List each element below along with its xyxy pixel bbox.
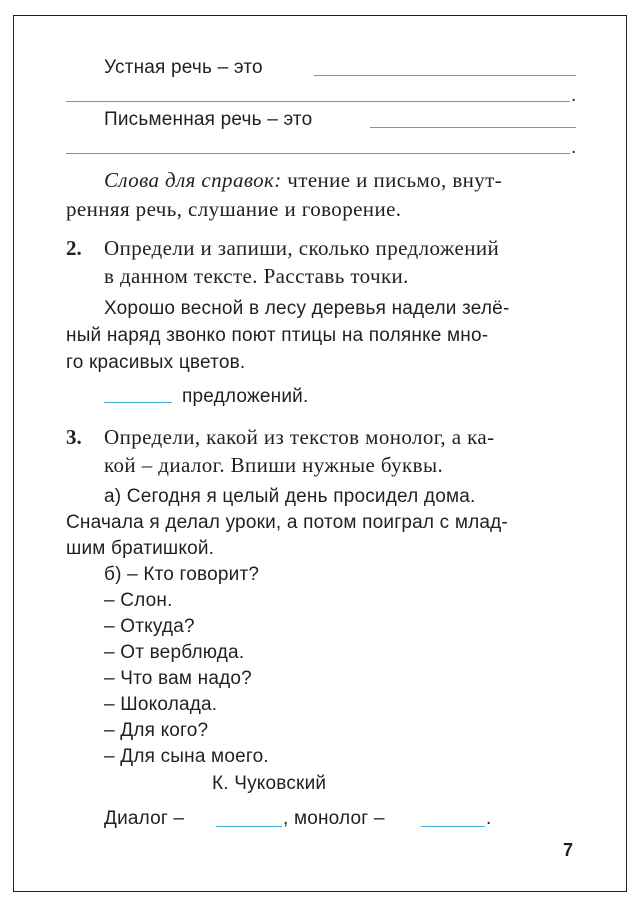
oral-speech-answer-line-1[interactable] <box>314 75 576 76</box>
task3-monolog-blank[interactable] <box>421 826 485 827</box>
written-speech-label: Письменная речь – это <box>104 109 313 130</box>
written-speech-row <box>104 108 312 132</box>
dialogue-line: – Для сына моего. <box>104 746 269 767</box>
written-speech-answer-line-1[interactable] <box>370 127 576 128</box>
written-speech-answer-line-2[interactable] <box>66 153 570 154</box>
task2-count-blank[interactable] <box>104 402 172 403</box>
dialogue-line: б) – Кто говорит? <box>104 564 260 585</box>
hint-text-1: чтение и письмо, внут- <box>281 168 503 192</box>
hint-line-2: ренняя речь, слушание и говорение. <box>66 197 402 221</box>
task2-prompt-2: в данном тексте. Расставь точки. <box>104 264 409 288</box>
dialogue-line: – Что вам надо? <box>104 668 252 689</box>
task2-answer-suffix: предложений. <box>182 386 309 407</box>
task3-text-a-3: шим братишкой. <box>66 538 215 559</box>
oral-speech-label: Устная речь – это <box>104 57 263 78</box>
task3-answer-period: . <box>486 808 492 829</box>
hint-line-1 <box>104 168 502 192</box>
dialogue-line: – Слон. <box>104 590 173 611</box>
dialogue-line: – Для кого? <box>104 720 209 741</box>
hint-label: Слова для справок: <box>104 168 282 192</box>
task2-text-3: го красивых цветов. <box>66 352 246 373</box>
task2-text-2: ный наряд звонко поют птицы на полянке мно- <box>66 325 489 346</box>
page-number: 7 <box>563 840 574 860</box>
task3-dialog-blank[interactable] <box>216 826 282 827</box>
task2-number: 2. <box>66 236 82 260</box>
task3-prompt-2: кой – диалог. Впиши нужные буквы. <box>104 453 444 477</box>
dialogue-line: – Шоколада. <box>104 694 218 715</box>
task3-answer-dialog-label: Диалог – <box>104 808 185 829</box>
task3-text-a-1: а) Сегодня я целый день просидел дома. <box>104 486 476 507</box>
dialogue-line: – Откуда? <box>104 616 195 637</box>
task3-answer-monolog-label: , монолог – <box>283 808 385 829</box>
oral-speech-period: . <box>571 85 577 106</box>
written-speech-period: . <box>571 137 577 158</box>
task2-text-1: Хорошо весной в лесу деревья надели зелё- <box>104 298 510 319</box>
task3-prompt-1: Определи, какой из текстов монолог, а ка- <box>104 425 495 449</box>
oral-speech-row <box>104 56 263 80</box>
dialogue-line: – От верблюда. <box>104 642 245 663</box>
task3-number: 3. <box>66 425 82 449</box>
task2-prompt-1: Определи и запиши, сколько предложений <box>104 236 500 260</box>
author: К. Чуковский <box>212 773 327 794</box>
oral-speech-answer-line-2[interactable] <box>66 101 570 102</box>
task3-text-a-2: Сначала я делал уроки, а потом поиграл с млад- <box>66 512 508 533</box>
